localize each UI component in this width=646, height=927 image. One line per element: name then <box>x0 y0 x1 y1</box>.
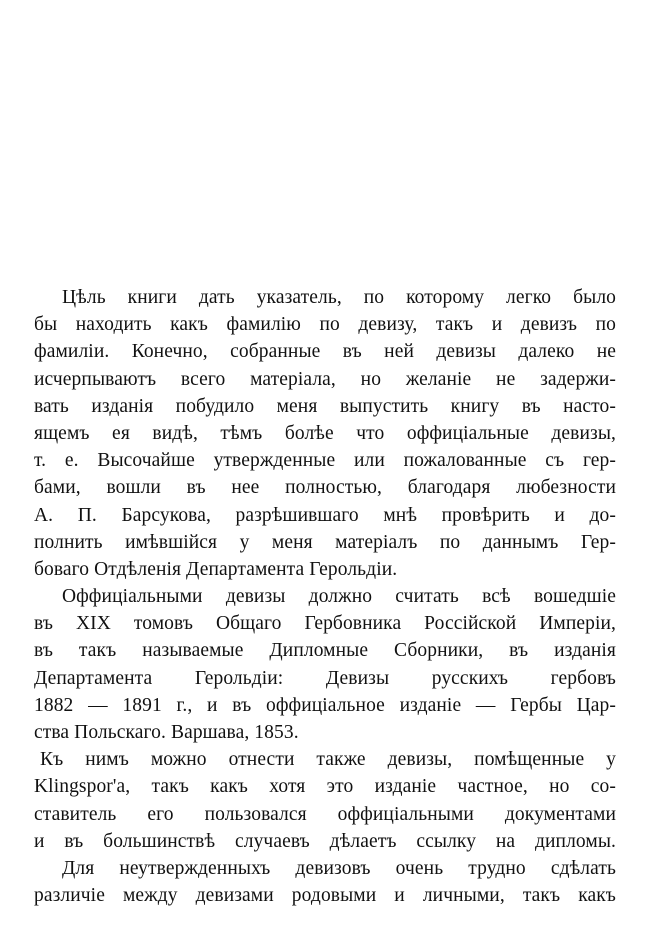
body-text <box>34 284 616 909</box>
text-line: ящемъ ея видѣ, тѣмъ болѣе что оффиціальные девизы, <box>34 422 616 444</box>
text-line: Къ нимъ можно отнести также девизы, помѣщенные у <box>40 749 616 771</box>
text-line: ства Польскаго. Варшава, 1853. <box>34 722 299 743</box>
text-line: А. П. Барсукова, разрѣшившаго мнѣ провѣрить и до- <box>34 504 616 526</box>
text-line: Оффиціальными девизы должно считать всѣ вошедшіе <box>62 586 616 608</box>
text-line: 1882 — 1891 г., и въ оффиціальное изданіе — Гербы Цар- <box>34 694 616 716</box>
text-line: и въ большинствѣ случаевъ дѣлаетъ ссылку на дипломы. <box>34 830 616 852</box>
text-line: бами, вошли въ нее полностью, благодаря любезности <box>34 477 616 499</box>
text-line: боваго Отдѣленія Департамента Герольдіи. <box>34 558 398 580</box>
text-line: бы находить какъ фамилію по девизу, такъ и девизъ по <box>34 314 616 336</box>
text-line: Цѣль книги дать указатель, по которому легко было <box>62 287 616 308</box>
text-line: исчерпываютъ всего матеріала, но желаніе не задержи- <box>34 368 616 390</box>
text-line: т. е. Высочайше утвержденные или пожалованные съ гер- <box>34 450 616 472</box>
text-line: фамиліи. Конечно, собранные въ ней девизы далеко не <box>34 341 616 363</box>
text-line: въ такъ называемые Дипломные Сборники, въ изданія <box>34 640 616 662</box>
text-line: въ XIX томовъ Общаго Гербовника Россійской Имперіи, <box>34 613 616 635</box>
text-line: полнить имѣвшійся у меня матеріалъ по даннымъ Гер- <box>34 531 616 553</box>
text-line: Klingspor'а, такъ какъ хотя это изданіе частное, но со- <box>34 776 616 798</box>
paragraph-purpose <box>34 284 616 583</box>
text-line: Для неутвержденныхъ девизовъ очень трудно сдѣлать <box>62 857 616 879</box>
paragraph-official-mottos <box>34 583 616 746</box>
text-line: ставитель его пользовался оффиціальными документами <box>34 803 616 825</box>
text-line: различіе между девизами родовыми и личными, такъ какъ <box>34 885 616 907</box>
text-line: Департамента Герольдіи: Девизы русскихъ гербовъ <box>34 667 616 689</box>
paragraph-klingspor <box>34 746 616 855</box>
text-line: вать изданія побудило меня выпустить книгу въ насто- <box>34 395 616 417</box>
paragraph-unapproved-mottos <box>34 855 616 909</box>
